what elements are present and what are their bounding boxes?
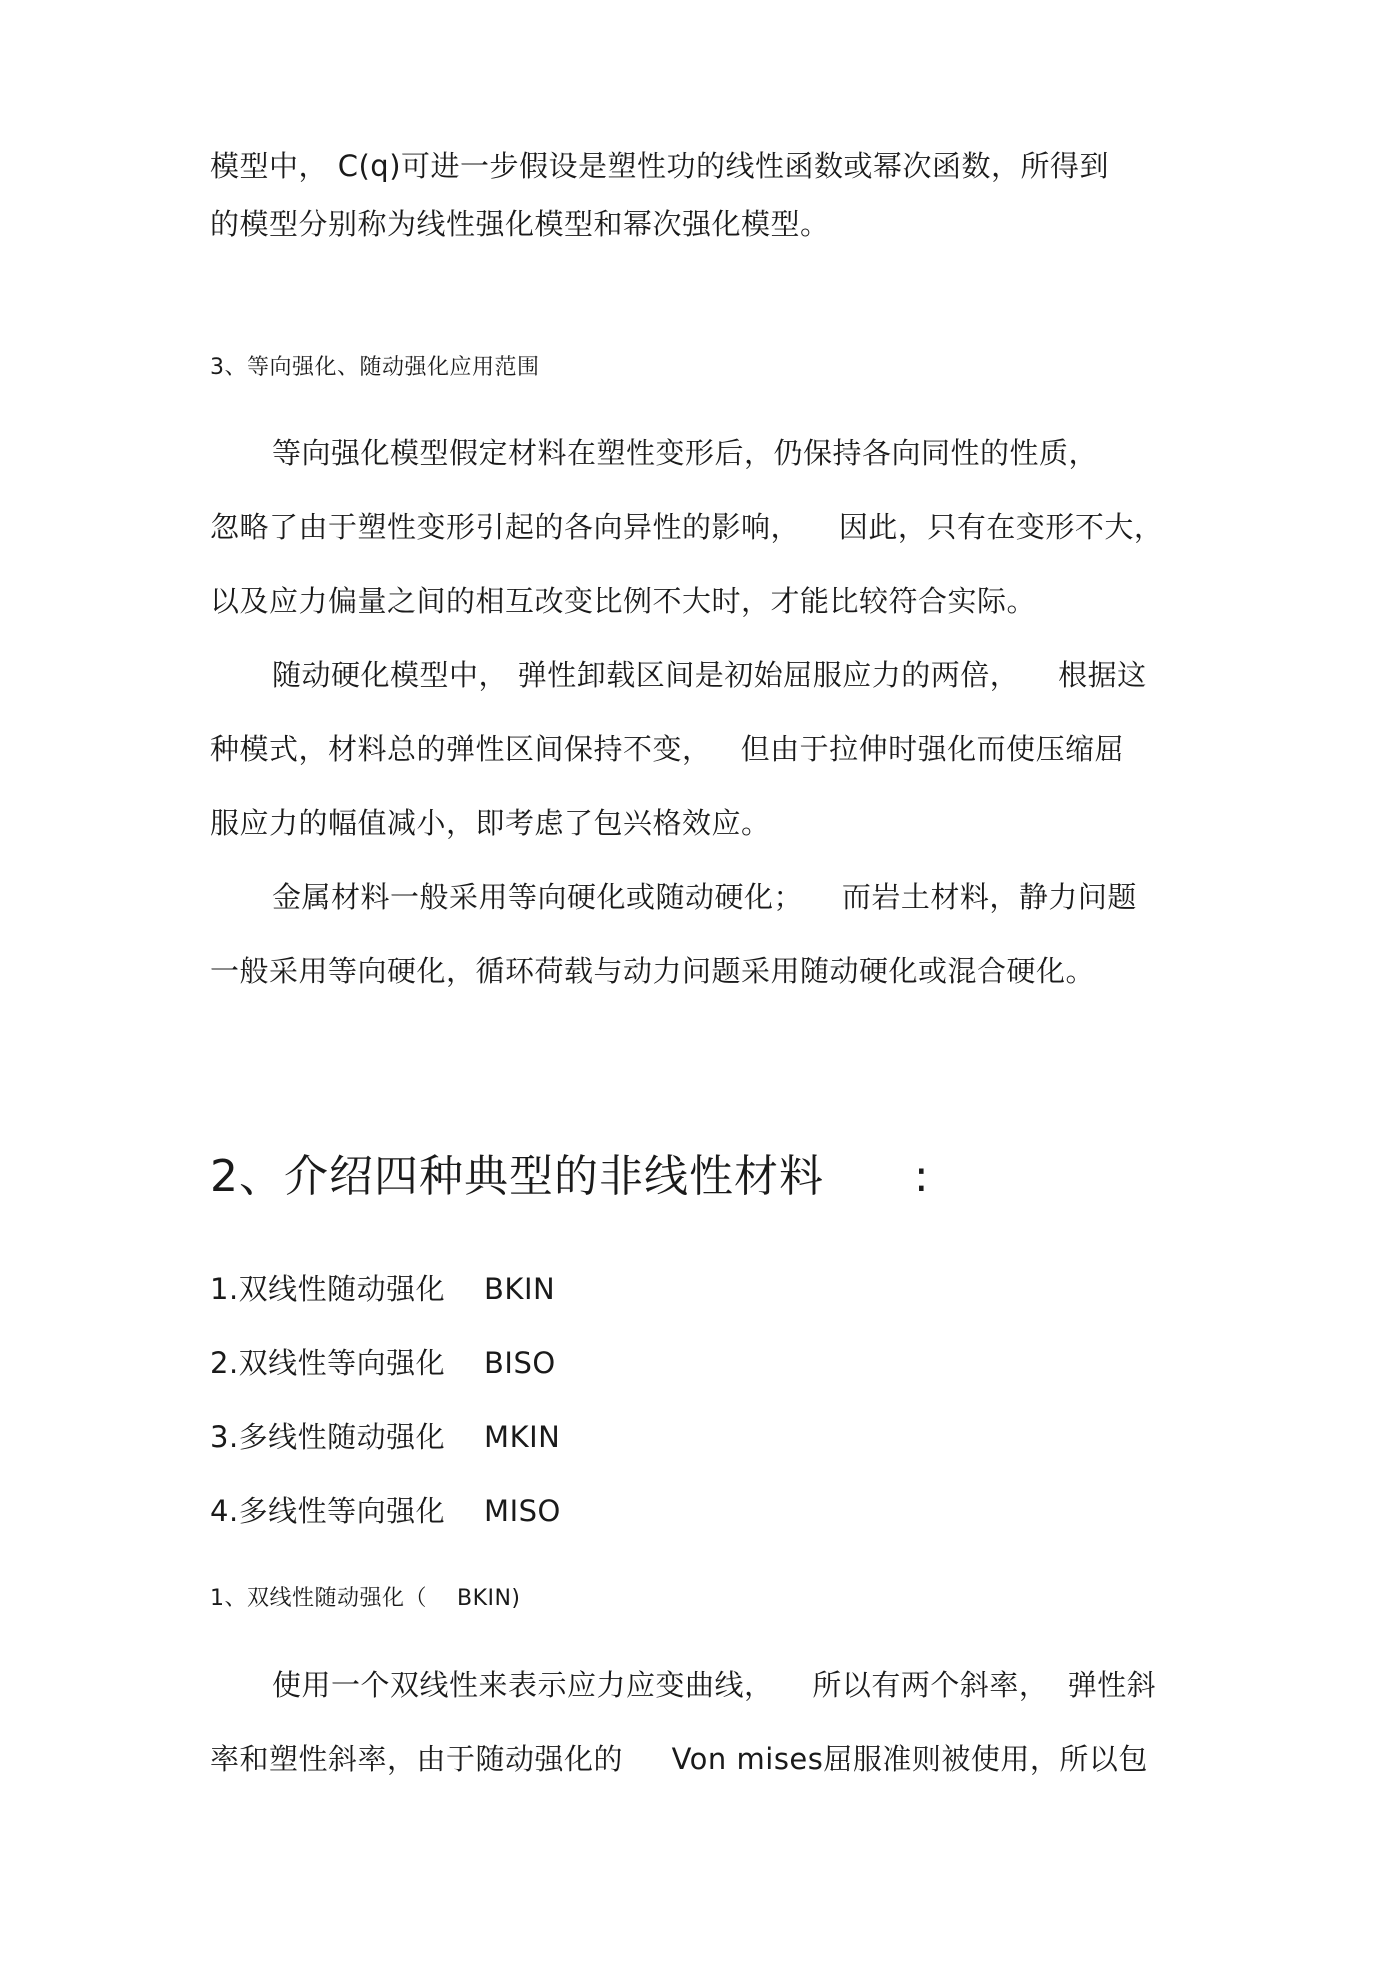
paragraph-1-line-1: 等向强化模型假定材料在塑性变形后，仍保持各向同性的性质， — [272, 436, 1099, 470]
paragraph-4-line-1: 使用一个双线性来表示应力应变曲线， 所以有两个斜率， 弹性斜 — [272, 1668, 1157, 1702]
section-3-title: 3、等向强化、随动强化应用范围 — [210, 355, 540, 380]
paragraph-1-line-2: 忽略了由于塑性变形引起的各向异性的影响， 因此，只有在变形不大， — [210, 510, 1164, 544]
intro-line-1: 模型中， C(q)可进一步假设是塑性功的线性函数或幂次函数，所得到 — [210, 149, 1110, 183]
paragraph-2-line-1: 随动硬化模型中， 弹性卸载区间是初始屈服应力的两倍， 根据这 — [272, 658, 1147, 692]
paragraph-3-line-1: 金属材料一般采用等向硬化或随动硬化； 而岩土材料，静力问题 — [272, 880, 1137, 914]
paragraph-2-line-2: 种模式，材料总的弹性区间保持不变， 但由于拉伸时强化而使压缩屈 — [210, 732, 1125, 766]
section-2-heading: 2、介绍四种典型的非线性材料 : — [210, 1151, 930, 1202]
paragraph-2-line-3: 服应力的幅值减小，即考虑了包兴格效应。 — [210, 806, 771, 840]
subsection-bkin-title: 1、双线性随动强化（ BKIN) — [210, 1586, 521, 1611]
intro-line-2: 的模型分别称为线性强化模型和幂次强化模型。 — [210, 207, 830, 241]
paragraph-1-line-3: 以及应力偏量之间的相互改变比例不大时，才能比较符合实际。 — [210, 584, 1037, 618]
paragraph-4-line-2: 率和塑性斜率，由于随动强化的 Von mises屈服准则被使用，所以包 — [210, 1742, 1148, 1776]
material-list-item-1: 1.双线性随动强化 BKIN — [210, 1272, 556, 1306]
material-list-item-2: 2.双线性等向强化 BISO — [210, 1346, 556, 1380]
material-list-item-3: 3.多线性随动强化 MKIN — [210, 1420, 561, 1454]
material-list-item-4: 4.多线性等向强化 MISO — [210, 1494, 561, 1528]
paragraph-3-line-2: 一般采用等向硬化，循环荷载与动力问题采用随动硬化或混合硬化。 — [210, 954, 1096, 988]
